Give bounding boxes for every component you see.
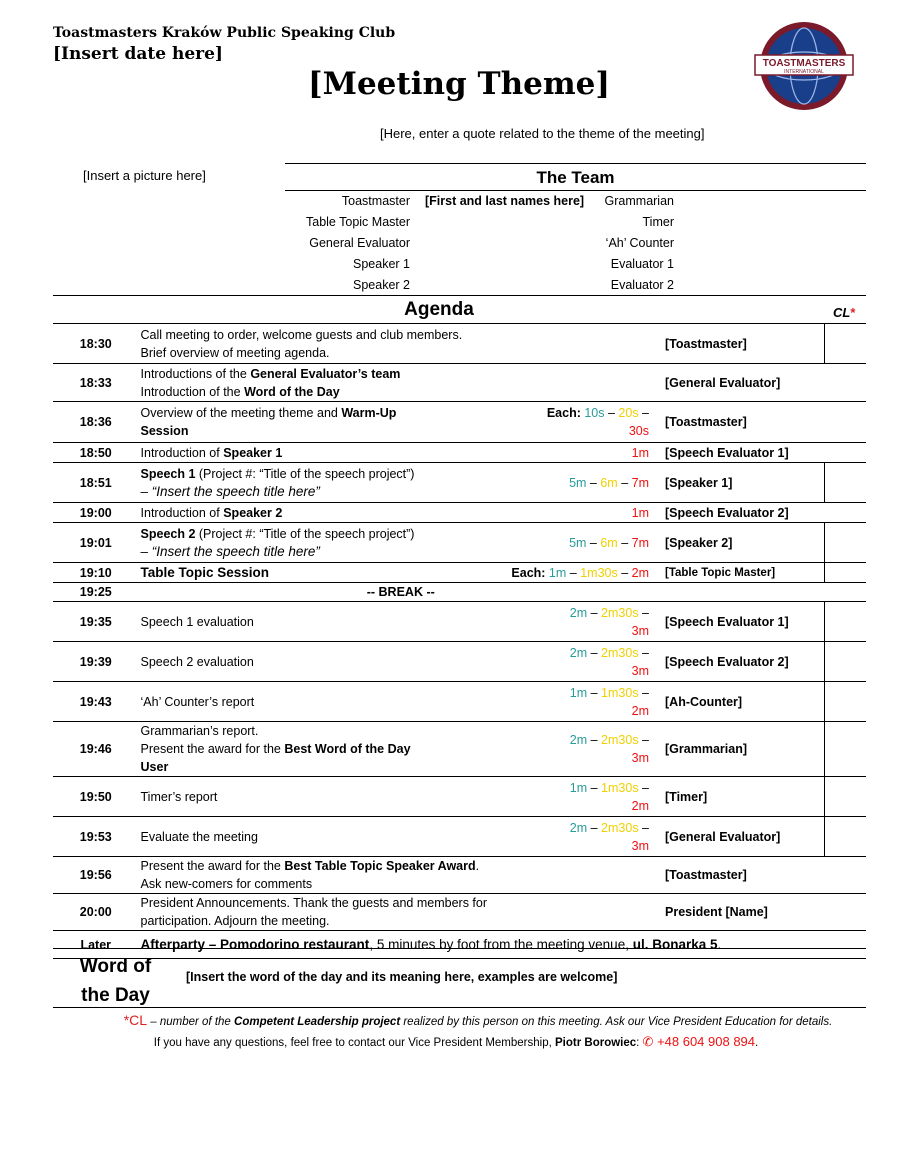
agenda-time: 18:30: [79, 336, 112, 351]
agenda-timing: 5m – 6m – 7m: [569, 475, 650, 490]
agenda-role: [Timer]: [665, 789, 708, 804]
team-role-speaker-2: Speaker 2: [353, 278, 410, 292]
agenda-description: Table Topic Session: [140, 564, 270, 580]
team-role-general-evaluator: General Evaluator: [309, 236, 410, 250]
agenda-time: 18:50: [79, 445, 112, 460]
agenda-role: [Toastmaster]: [665, 336, 747, 351]
team-role-speaker-1: Speaker 1: [353, 257, 410, 271]
agenda-role: [General Evaluator]: [665, 829, 781, 844]
agenda-timing: 2m – 2m30s – 3m: [569, 645, 650, 678]
agenda-description: Present the award for the Best Table Topic Speaker Award. Ask new-comers for comments: [140, 859, 480, 891]
agenda-role: [Speech Evaluator 1]: [665, 445, 789, 460]
cl-cell: [825, 583, 866, 602]
agenda-description: ‘Ah’ Counter’s report: [140, 694, 255, 709]
club-name: Toastmasters Kraków Public Speaking Club: [53, 25, 396, 41]
agenda-time: 18:36: [79, 415, 112, 429]
agenda-row: [53, 777, 866, 817]
agenda-time: 19:50: [79, 789, 112, 804]
agenda-time: 19:56: [79, 868, 112, 882]
agenda-description: President Announcements. Thank the guests and members for participation. Adjourn the meeting.: [140, 896, 488, 928]
agenda-row: [53, 503, 866, 523]
agenda-row: [53, 602, 866, 642]
agenda-time: Later: [80, 937, 112, 952]
cl-cell: [825, 817, 866, 857]
agenda-timing: Each: 10s – 20s – 30s: [546, 406, 650, 438]
agenda-description: Speech 2 evaluation: [140, 654, 254, 669]
agenda-role: [General Evaluator]: [665, 375, 781, 390]
agenda-row: [53, 324, 866, 364]
cl-cell: [825, 563, 866, 583]
agenda-description: Introduction of Speaker 1: [140, 445, 283, 460]
agenda-row: [53, 402, 866, 443]
agenda-role: [Ah-Counter]: [665, 694, 743, 709]
agenda-description: Speech 2 (Project #: “Title of the speech project”) – “Insert the speech title here”: [140, 526, 415, 559]
agenda-row: [53, 563, 866, 583]
cl-cell: [825, 402, 866, 443]
agenda-row: [53, 894, 866, 931]
team-role-timer: Timer: [642, 215, 674, 229]
team-role-grammarian: Grammarian: [604, 194, 674, 208]
agenda-timing: 1m: [631, 505, 650, 520]
agenda-time: 19:35: [79, 614, 112, 629]
agenda-table: [53, 323, 866, 959]
agenda-description: Call meeting to order, welcome guests and club members. Brief overview of meeting agenda.: [140, 327, 463, 360]
team-role-evaluator-1: Evaluator 1: [610, 257, 674, 271]
logo-text-top: TOASTMASTERS: [762, 58, 846, 69]
cl-column-header: CL*: [833, 305, 856, 320]
agenda-time: 19:53: [79, 829, 112, 844]
agenda-role: President [Name]: [665, 905, 768, 919]
team-name-placeholder: [First and last names here]: [425, 194, 585, 208]
cl-footnote: *CL – number of the Competent Leadership project realized by this person on this meeting. Ask our Vice President Education for details.: [123, 1012, 833, 1028]
agenda-role: [Grammarian]: [665, 742, 747, 756]
logo-text-bottom: INTERNATIONAL: [784, 69, 824, 75]
agenda-timing: Each: 1m – 1m30s – 2m: [511, 565, 650, 580]
cl-cell: [825, 894, 866, 931]
agenda-timing: 1m – 1m30s – 2m: [569, 780, 650, 813]
agenda-timing: 2m – 2m30s – 3m: [569, 733, 650, 765]
agenda-role: [Speaker 1]: [665, 475, 733, 490]
word-of-the-day-title: Word of the Day: [79, 956, 152, 1006]
agenda-description: Introduction of Speaker 2: [140, 505, 283, 520]
cl-cell: [825, 602, 866, 642]
cl-cell: [825, 463, 866, 503]
team-title: The Team: [536, 168, 615, 187]
agenda-role: [Toastmaster]: [665, 868, 747, 882]
toastmasters-logo: [752, 21, 856, 111]
team-role-table-topic-master: Table Topic Master: [306, 215, 410, 229]
team-role-toastmaster: Toastmaster: [341, 194, 410, 208]
agenda-timing: 1m – 1m30s – 2m: [569, 685, 650, 718]
cl-cell: [825, 364, 866, 402]
phone-number[interactable]: +48 604 908 894: [657, 1034, 756, 1049]
agenda-top-rule: [53, 295, 866, 296]
agenda-time: 19:10: [79, 565, 112, 580]
agenda-role: [Table Topic Master]: [665, 566, 776, 579]
agenda-description: Overview of the meeting theme and Warm-Up Session: [140, 406, 397, 438]
cl-cell: [825, 324, 866, 364]
agenda-description: Introductions of the General Evaluator’s team Introduction of the Word of the Day: [140, 366, 401, 399]
agenda-row: [53, 817, 866, 857]
theme-quote: [Here, enter a quote related to the theme of the meeting]: [380, 126, 705, 141]
agenda-row: [53, 857, 866, 894]
agenda-row: [53, 443, 866, 463]
cl-cell: [825, 642, 866, 682]
agenda-role: [Speech Evaluator 2]: [665, 505, 789, 520]
meeting-theme: [Meeting Theme]: [307, 66, 611, 102]
cl-cell: [825, 857, 866, 894]
agenda-row: [53, 722, 866, 777]
team-role-ah-counter: ‘Ah’ Counter: [605, 236, 674, 250]
agenda-row: [53, 463, 866, 503]
agenda-row: [53, 682, 866, 722]
agenda-description: Afterparty – Pomodorino restaurant, 5 minutes by foot from the meeting venue, ul. Bonarka 5.: [140, 936, 722, 952]
cl-cell: [825, 777, 866, 817]
agenda-time: 19:43: [79, 694, 112, 709]
agenda-role: [Toastmaster]: [665, 415, 747, 429]
agenda-row: [53, 523, 866, 563]
agenda-time: 18:33: [79, 375, 112, 390]
agenda-timing: 1m: [631, 445, 650, 460]
agenda-description: Speech 1 evaluation: [140, 614, 254, 629]
team-title-rule: [285, 190, 866, 191]
agenda-role: [Speaker 2]: [665, 535, 733, 550]
agenda-row: [53, 364, 866, 402]
agenda-title: Agenda: [404, 299, 474, 320]
agenda-time: 19:46: [79, 742, 112, 756]
agenda-description: Grammarian’s report. Present the award for the Best Word of the Day User: [140, 724, 411, 774]
agenda-timing: 2m – 2m30s – 3m: [569, 605, 650, 638]
contact-line: If you have any questions, feel free to contact our Vice President Membership, Piotr Borowiec: ✆ +48 604 908 894.: [153, 1034, 759, 1049]
agenda-row: [53, 642, 866, 682]
agenda-time: 19:25: [79, 585, 112, 599]
agenda-description: Timer’s report: [140, 789, 218, 804]
agenda-role: [663, 583, 825, 602]
cl-cell: [825, 682, 866, 722]
phone-icon: ✆: [642, 1034, 658, 1049]
meeting-date: [Insert date here]: [53, 44, 223, 64]
agenda-time: 19:00: [79, 505, 112, 520]
agenda-time: 19:39: [79, 654, 112, 669]
agenda-time: 19:01: [79, 535, 112, 550]
word-of-the-day-text: [Insert the word of the day and its meaning here, examples are welcome]: [186, 970, 618, 984]
cl-cell: [825, 722, 866, 777]
cl-cell: [825, 503, 866, 523]
agenda-time: 20:00: [79, 905, 112, 919]
agenda-role: [Speech Evaluator 1]: [665, 614, 789, 629]
agenda-timing: 2m – 2m30s – 3m: [569, 820, 650, 853]
agenda-timing: 5m – 6m – 7m: [569, 535, 650, 550]
agenda-role: [Speech Evaluator 2]: [665, 654, 789, 669]
agenda-description: Evaluate the meeting: [140, 829, 258, 844]
break-label: -- BREAK --: [366, 585, 435, 599]
team-top-rule: [285, 163, 866, 164]
team-role-evaluator-2: Evaluator 2: [610, 278, 674, 292]
cl-cell: [825, 523, 866, 563]
cl-cell: [825, 443, 866, 463]
agenda-description: Speech 1 (Project #: “Title of the speech project”) – “Insert the speech title here”: [140, 466, 415, 499]
agenda-time: 18:51: [79, 475, 112, 490]
picture-placeholder: [Insert a picture here]: [83, 168, 206, 183]
agenda-row: [53, 583, 866, 602]
